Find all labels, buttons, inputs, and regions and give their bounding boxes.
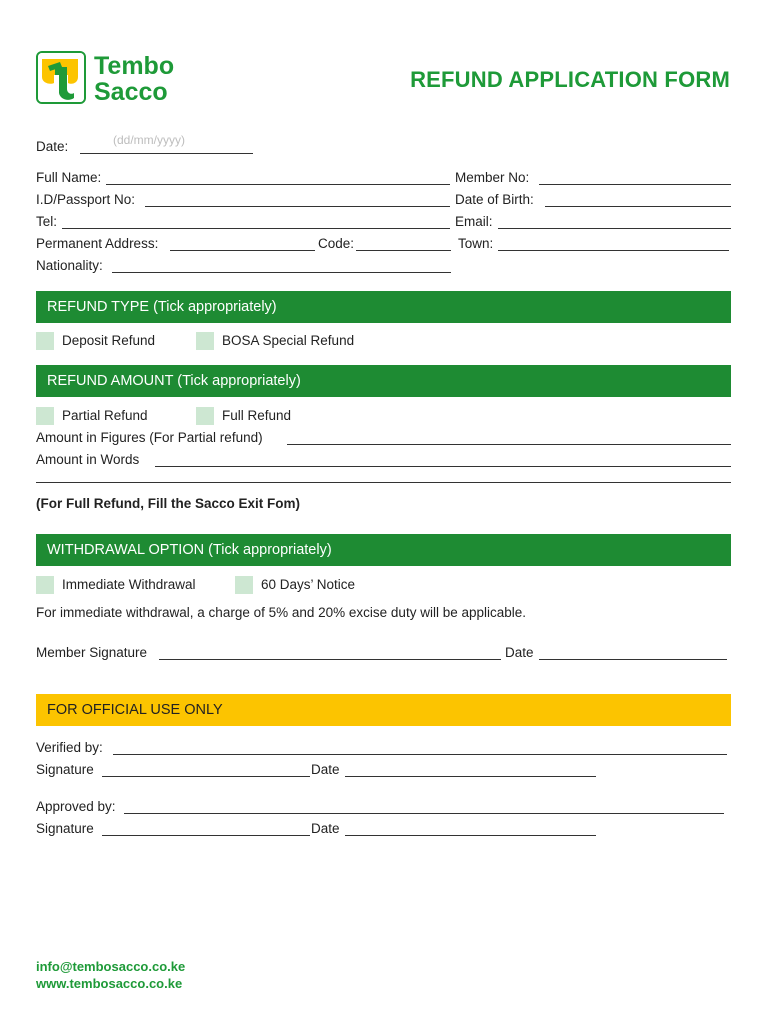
refund-amount-header: REFUND AMOUNT (Tick appropriately) (36, 365, 731, 397)
verified-date-label: Date (311, 762, 340, 777)
withdrawal-charge-note: For immediate withdrawal, a charge of 5% and 20% excise duty will be applicable. (36, 605, 527, 620)
amount-figures-field[interactable] (287, 444, 731, 445)
brand-line-2: Sacco (94, 78, 168, 106)
refund-type-header: REFUND TYPE (Tick appropriately) (36, 291, 731, 323)
member-date-field[interactable] (539, 659, 727, 660)
full-name-field[interactable] (106, 184, 450, 185)
approved-by-label: Approved by: (36, 799, 116, 814)
footer-website[interactable]: www.tembosacco.co.ke (36, 976, 183, 991)
amount-words-label: Amount in Words (36, 452, 140, 467)
deposit-refund-checkbox[interactable] (36, 332, 54, 350)
email-field[interactable] (498, 228, 731, 229)
verified-by-field[interactable] (113, 754, 727, 755)
full-refund-checkbox[interactable] (196, 407, 214, 425)
amount-words-field[interactable] (155, 466, 731, 467)
partial-refund-label: Partial Refund (62, 408, 148, 423)
dob-field[interactable] (545, 206, 731, 207)
verified-by-label: Verified by: (36, 740, 103, 755)
code-field[interactable] (356, 250, 451, 251)
official-use-header: FOR OFFICIAL USE ONLY (36, 694, 731, 726)
id-passport-field[interactable] (145, 206, 450, 207)
sixty-days-notice-checkbox[interactable] (235, 576, 253, 594)
immediate-withdrawal-label: Immediate Withdrawal (62, 577, 196, 592)
full-refund-note: (For Full Refund, Fill the Sacco Exit Fom) (36, 496, 301, 511)
tembo-sacco-logo (36, 51, 86, 104)
bosa-special-refund-label: BOSA Special Refund (222, 333, 355, 348)
nationality-field[interactable] (112, 272, 451, 273)
brand-line-1: Tembo (94, 52, 175, 80)
deposit-refund-label: Deposit Refund (62, 333, 156, 348)
member-signature-field[interactable] (159, 659, 501, 660)
immediate-withdrawal-checkbox[interactable] (36, 576, 54, 594)
town-label: Town: (458, 236, 494, 251)
dob-label: Date of Birth: (455, 192, 534, 207)
approved-signature-label: Signature (36, 821, 94, 836)
amount-words-field-line-2[interactable] (36, 482, 731, 483)
member-signature-label: Member Signature (36, 645, 148, 660)
member-no-label: Member No: (455, 170, 530, 185)
approved-date-label: Date (311, 821, 340, 836)
date-field[interactable] (80, 153, 253, 154)
approved-by-field[interactable] (124, 813, 724, 814)
verified-signature-field[interactable] (102, 776, 310, 777)
approved-date-field[interactable] (345, 835, 596, 836)
member-no-field[interactable] (539, 184, 731, 185)
partial-refund-checkbox[interactable] (36, 407, 54, 425)
id-passport-label: I.D/Passport No: (36, 192, 136, 207)
nationality-label: Nationality: (36, 258, 103, 273)
date-label: Date: (36, 139, 69, 154)
brand-name (94, 53, 174, 105)
town-field[interactable] (498, 250, 729, 251)
member-date-label: Date (505, 645, 534, 660)
footer-email[interactable]: info@tembosacco.co.ke (36, 959, 186, 974)
tel-field[interactable] (62, 228, 450, 229)
address-field[interactable] (170, 250, 315, 251)
address-label: Permanent Address: (36, 236, 159, 251)
full-refund-label: Full Refund (222, 408, 292, 423)
code-label: Code: (318, 236, 355, 251)
bosa-special-refund-checkbox[interactable] (196, 332, 214, 350)
email-label: Email: (455, 214, 493, 229)
amount-figures-label: Amount in Figures (For Partial refund) (36, 430, 263, 445)
full-name-label: Full Name: (36, 170, 102, 185)
elephant-logo-icon (38, 53, 84, 102)
verified-signature-label: Signature (36, 762, 94, 777)
form-title: REFUND APPLICATION FORM (410, 67, 730, 92)
tel-label: Tel: (36, 214, 58, 229)
withdrawal-option-header: WITHDRAWAL OPTION (Tick appropriately) (36, 534, 731, 566)
verified-date-field[interactable] (345, 776, 596, 777)
date-placeholder: (dd/mm/yyyy) (113, 133, 185, 147)
approved-signature-field[interactable] (102, 835, 310, 836)
sixty-days-notice-label: 60 Days’ Notice (261, 577, 356, 592)
